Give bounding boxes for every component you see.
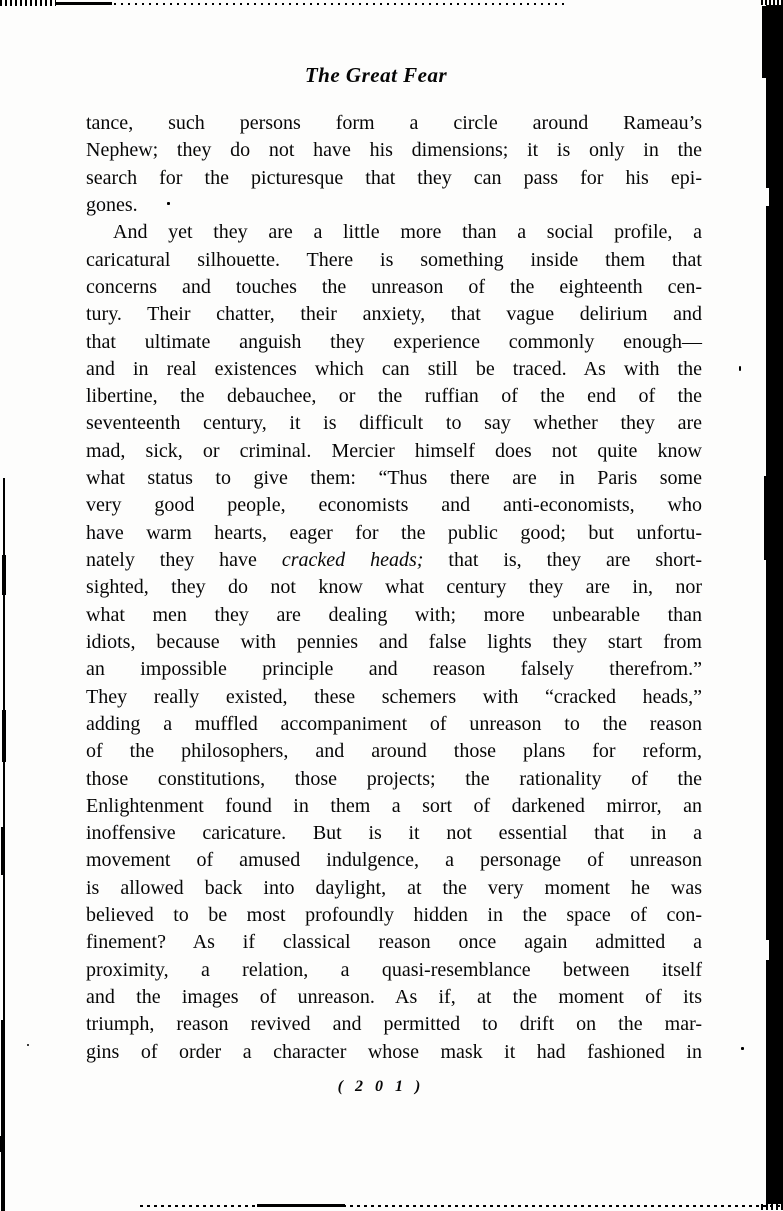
text-segment: is allowed back into daylight, at the very moment he was <box>86 876 702 899</box>
text-segment: nately they have <box>86 549 282 571</box>
text-line <box>86 520 702 547</box>
top-edge-solid-segment <box>56 2 112 5</box>
right-scan-edge-bar <box>766 5 783 1204</box>
right-bar-notch <box>765 940 769 960</box>
right-bar-notch <box>765 188 769 206</box>
text-line <box>86 438 702 465</box>
text-line <box>86 574 702 601</box>
text-line <box>86 274 702 301</box>
scan-speck <box>741 1047 744 1050</box>
top-edge-perforation-ticks <box>0 0 56 6</box>
text-segment: that ultimate anguish they experience commonly enough— <box>86 330 702 353</box>
text-line <box>86 137 702 164</box>
text-segment: And yet they are a little more than a social profile, a <box>113 221 702 244</box>
text-segment: seventeenth century, it is difficult to say whether they are <box>86 412 702 435</box>
text-segment: inoffensive caricature. But is it not essential that in a <box>86 822 702 845</box>
text-segment: finement? As if classical reason once again admitted a <box>86 931 702 954</box>
text-line <box>86 219 702 246</box>
top-edge-dotted-line <box>114 3 566 5</box>
text-segment: Enlightenment found in them a sort of darkened mirror, an <box>86 794 702 817</box>
paragraph <box>86 110 702 219</box>
text-line <box>86 684 702 711</box>
page-number: ( 2 0 1 ) <box>337 1078 425 1095</box>
text-line <box>86 247 702 274</box>
text-line <box>86 875 702 902</box>
text-line <box>86 711 702 738</box>
text-segment: mad, sick, or criminal. Mercier himself does not quite know <box>86 439 702 462</box>
text-line <box>86 465 702 492</box>
text-segment: libertine, the debauchee, or the ruffian of the end of the <box>86 385 702 408</box>
text-segment: gins of order a character whose mask it had fashioned in <box>86 1040 702 1063</box>
text-segment: Nephew; they do not have his dimensions; it is only in the <box>86 139 702 162</box>
text-segment: concerns and touches the unreason of the eighteenth cen- <box>86 275 702 298</box>
left-edge-thick-segment <box>0 1136 5 1152</box>
text-line <box>86 602 702 629</box>
text-segment: have warm hearts, eager for the public good; but unfortu- <box>86 521 702 544</box>
text-line <box>86 929 702 956</box>
text-line <box>86 301 702 328</box>
running-title: The Great Fear <box>304 63 448 87</box>
scan-speck <box>739 366 741 371</box>
text-line <box>86 165 702 192</box>
text-line <box>86 492 702 519</box>
text-block <box>86 110 702 1066</box>
text-segment: believed to be most profoundly hidden in the space of con- <box>86 904 702 927</box>
right-scan-edge-bar-wide-mid <box>764 476 783 560</box>
text-line <box>86 820 702 847</box>
left-edge-thick-segment <box>1 827 5 875</box>
text-segment: adding a muffled accompaniment of unreason to the reason <box>86 712 702 735</box>
left-edge-thick-segment <box>2 555 6 595</box>
text-segment: those constitutions, those projects; the rationality of the <box>86 767 702 790</box>
text-line <box>86 738 702 765</box>
text-line <box>86 110 702 137</box>
text-segment: very good people, economists and anti-economists, who <box>86 494 702 517</box>
text-segment: gones. <box>86 193 138 216</box>
text-line <box>86 793 702 820</box>
text-line <box>86 766 702 793</box>
italic-phrase: cracked heads; <box>281 549 424 571</box>
text-segment: movement of amused indulgence, a personage of unreason <box>86 849 702 872</box>
text-line <box>86 984 702 1011</box>
text-segment: search for the picturesque that they can pass for his epi- <box>86 166 702 189</box>
text-segment: and in real existences which can still be traced. As with the <box>86 357 702 380</box>
left-edge-thick-segment <box>2 710 6 762</box>
text-segment: an impossible principle and reason falsely therefrom.” <box>86 658 702 681</box>
text-segment: tance, such persons form a circle around Rameau’s <box>86 112 702 134</box>
text-line <box>86 902 702 929</box>
bottom-edge-dotted-line <box>140 1205 783 1207</box>
text-segment: tury. Their chatter, their anxiety, that vague delirium and <box>86 303 702 326</box>
text-line <box>86 957 702 984</box>
text-line <box>86 1039 702 1066</box>
text-line <box>86 547 702 574</box>
text-segment: of the philosophers, and around those plans for reform, <box>86 740 702 763</box>
text-segment: what men they are dealing with; more unbearable than <box>86 603 702 626</box>
text-segment: idiots, because with pennies and false lights they start from <box>86 630 702 653</box>
text-segment: what status to give them: “Thus there are in Paris some <box>86 467 702 490</box>
text-segment: proximity, a relation, a quasi-resemblance between itself <box>86 958 702 981</box>
text-line <box>86 847 702 874</box>
left-edge-thick-segment <box>1 1020 5 1211</box>
text-segment: They really existed, these schemers with “cracked heads,” <box>86 685 702 708</box>
scan-speck <box>27 1044 29 1046</box>
text-line <box>86 329 702 356</box>
text-line <box>86 356 702 383</box>
text-line <box>86 410 702 437</box>
right-scan-edge-bar-wide-top <box>762 6 783 78</box>
paragraph <box>86 219 702 1066</box>
text-line <box>86 629 702 656</box>
text-segment: sighted, they do not know what century they are in, nor <box>86 576 702 599</box>
text-segment: caricatural silhouette. There is something inside them that <box>86 248 702 271</box>
text-line <box>86 383 702 410</box>
text-line <box>86 1011 702 1038</box>
bottom-edge-solid-segment <box>257 1204 345 1207</box>
text-line <box>86 192 702 219</box>
text-segment: that is, they are short- <box>423 549 702 571</box>
text-segment: and the images of unreason. As if, at the moment of its <box>86 986 702 1008</box>
text-line <box>86 656 702 683</box>
text-segment: triumph, reason revived and permitted to drift on the mar- <box>86 1013 702 1036</box>
